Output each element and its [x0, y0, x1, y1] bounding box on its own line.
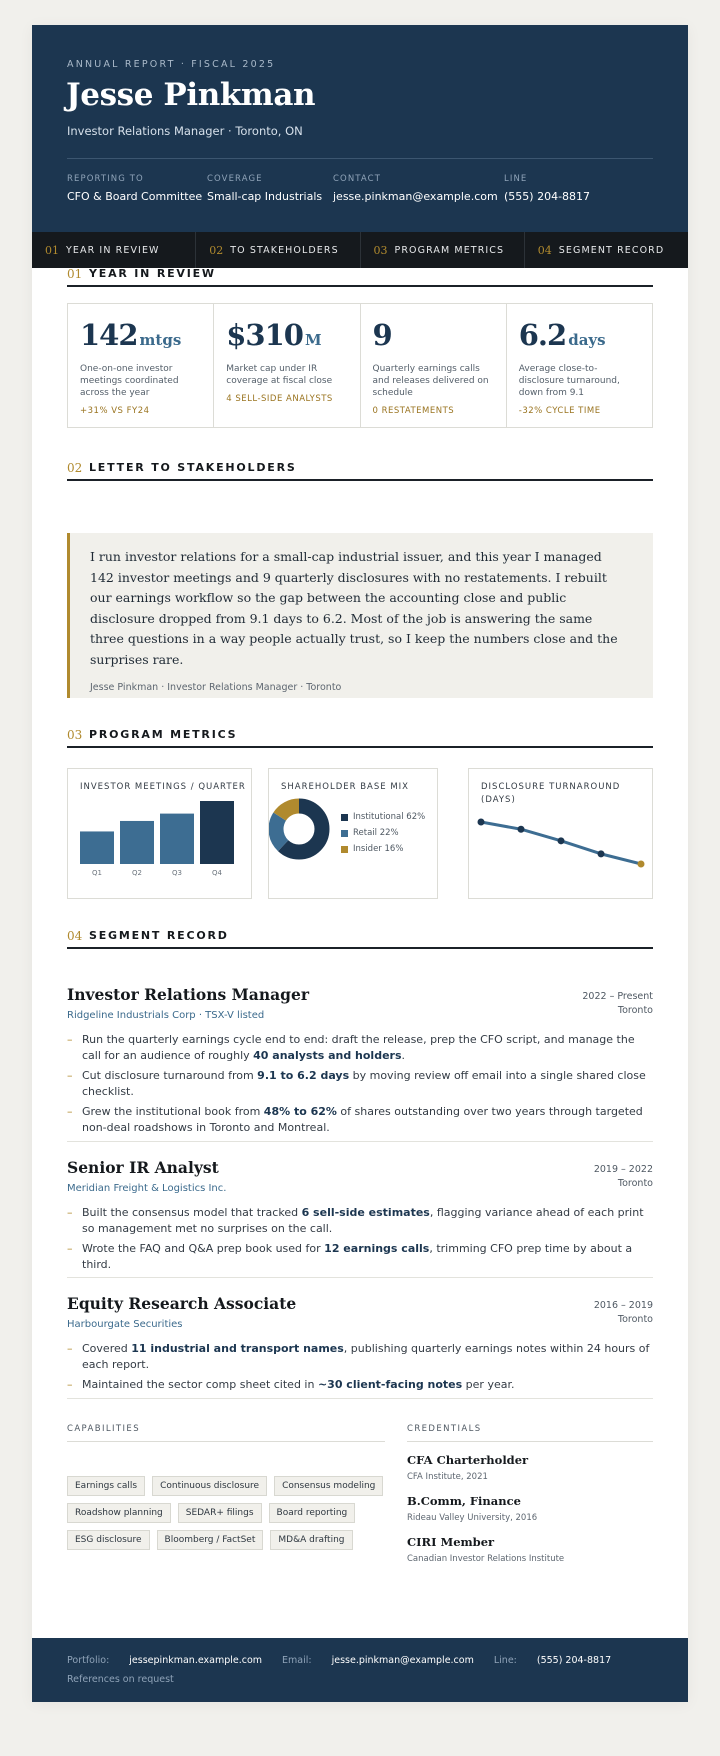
stat-description: Average close-to-disclosure turnaround, down from 9.1	[518, 364, 620, 398]
capability-chips	[67, 1476, 387, 1550]
job-bullet: – Maintained the sector comp sheet cited in ~30 client-facing notes per year.	[67, 1378, 515, 1391]
credential-detail: Canadian Investor Relations Institute	[407, 1554, 565, 1564]
chart-card-turnaround	[468, 768, 653, 899]
capability-chip: Continuous disclosure	[152, 1476, 267, 1496]
stat-card-turnaround	[507, 304, 652, 427]
job-bullet: – Cut disclosure turnaround from 9.1 to 6.2 days by moving review off email into a single shared close checklist.	[67, 1069, 646, 1098]
credential-ciri	[407, 1535, 564, 1564]
section-number: 01	[67, 267, 83, 281]
section-title: YEAR IN REVIEW	[89, 267, 216, 280]
report-page	[32, 25, 688, 1702]
info-line	[504, 174, 590, 203]
data-point-3	[598, 850, 605, 857]
job-divider	[67, 1398, 653, 1399]
stat-value: 6.2 days	[518, 318, 606, 352]
job-bullet: – Run the quarterly earnings cycle end to end: draft the release, prep the CFO script, and manage the call for an audience of roughly 40 analysts and holders.	[67, 1033, 635, 1062]
job-bullets	[67, 1205, 653, 1277]
stat-value: 9	[372, 318, 392, 352]
credential-detail: Rideau Valley University, 2016	[407, 1513, 538, 1523]
section-number: 04	[67, 929, 83, 943]
header-divider	[67, 158, 653, 159]
section-heading-year-in-review	[67, 267, 653, 287]
capability-chip: Roadshow planning	[67, 1503, 171, 1523]
job-dates: 2016 – 2019	[593, 1300, 653, 1311]
letter-signature: Jesse Pinkman · Investor Relations Manager · Toronto	[90, 682, 342, 693]
bullet-dash: –	[67, 1033, 73, 1046]
x-tick-label: Q1	[92, 869, 102, 877]
legend-swatch	[341, 830, 348, 837]
credential-name: CIRI Member	[407, 1535, 495, 1549]
stat-card-meetings	[68, 304, 214, 427]
job-bullets	[67, 1341, 653, 1397]
bullet-dash: –	[67, 1378, 73, 1391]
x-tick-label: Q3	[172, 869, 182, 877]
bullet-dash: –	[67, 1105, 73, 1118]
job-location: Toronto	[617, 1178, 653, 1189]
info-reporting	[67, 174, 202, 203]
credentials-rule	[407, 1441, 653, 1442]
chart-title: SHAREHOLDER BASE MIX	[281, 782, 409, 792]
credential-name: B.Comm, Finance	[407, 1494, 521, 1508]
legend-label: Insider 16%	[353, 844, 404, 854]
credential-name: CFA Charterholder	[407, 1453, 529, 1467]
bar-q4	[200, 801, 234, 864]
person-name: Jesse Pinkman	[66, 77, 316, 113]
data-point-0	[478, 819, 485, 826]
capability-chip: Board reporting	[269, 1503, 356, 1523]
nav-label: YEAR IN REVIEW	[66, 244, 160, 256]
job-location: Toronto	[617, 1314, 653, 1325]
header-banner	[32, 25, 688, 232]
portfolio-link[interactable]: jessepinkman.example.com	[129, 1655, 263, 1666]
bar-q2	[120, 821, 154, 864]
section-nav	[32, 232, 688, 268]
stat-card-earnings-calls	[361, 304, 507, 427]
section-title: SEGMENT RECORD	[89, 929, 229, 942]
stat-delta: +31% VS FY24	[80, 406, 150, 416]
x-tick-label: Q2	[132, 869, 142, 877]
capability-chip: MD&A drafting	[270, 1530, 352, 1550]
capability-chip: ESG disclosure	[67, 1530, 150, 1550]
job-bullet: – Built the consensus model that tracked 6 sell-side estimates, flagging variance ahead of each print so management met no surprises on the call.	[67, 1206, 644, 1235]
section-title: PROGRAM METRICS	[89, 728, 238, 741]
job-location: Toronto	[617, 1005, 653, 1016]
info-label: LINE	[504, 174, 528, 184]
person-subtitle: Investor Relations Manager · Toronto, ON	[67, 124, 303, 138]
footer	[32, 1638, 688, 1702]
stat-unit: mtgs	[139, 331, 182, 349]
legend-swatch	[341, 846, 348, 853]
nav-year-in-review[interactable]	[32, 232, 196, 268]
capabilities-rule	[67, 1441, 385, 1442]
nav-to-stakeholders[interactable]	[196, 232, 360, 268]
section-heading-segment-record	[67, 929, 653, 949]
capability-chip: Consensus modeling	[274, 1476, 383, 1496]
bar-q3	[160, 814, 194, 864]
nav-label: SEGMENT RECORD	[558, 244, 665, 256]
stat-delta: 0 RESTATEMENTS	[372, 406, 455, 416]
capabilities-heading: CAPABILITIES	[67, 1424, 140, 1434]
line-chart	[469, 769, 654, 900]
nav-number: 02	[209, 243, 224, 257]
stat-description: Market cap under IR coverage at fiscal close	[226, 364, 333, 386]
info-label: COVERAGE	[207, 174, 263, 184]
chart-card-shareholder-mix	[268, 768, 438, 899]
x-tick-label: Q4	[212, 869, 222, 877]
stat-description: One-on-one investor meetings coordinated across the year	[80, 364, 179, 398]
data-point-2	[558, 837, 565, 844]
nav-number: 04	[537, 243, 552, 257]
nav-label: TO STAKEHOLDERS	[230, 244, 339, 256]
legend-label: Institutional 62%	[353, 812, 426, 822]
section-number: 02	[67, 461, 83, 475]
legend-item-retail	[341, 828, 399, 838]
capability-chip: Earnings calls	[67, 1476, 145, 1496]
job-title: Senior IR Analyst	[67, 1158, 219, 1177]
legend-item-insider	[341, 844, 403, 854]
job-org: Ridgeline Industrials Corp · TSX-V listed	[67, 1010, 265, 1021]
report-eyebrow: ANNUAL REPORT · FISCAL 2025	[67, 59, 276, 70]
credential-detail: CFA Institute, 2021	[407, 1472, 488, 1482]
stat-description: Quarterly earnings calls and releases delivered on schedule	[372, 364, 489, 398]
nav-number: 01	[45, 243, 59, 257]
job-org: Meridian Freight & Logistics Inc.	[67, 1183, 227, 1194]
nav-number: 03	[373, 243, 388, 257]
section-title: LETTER TO STAKEHOLDERS	[89, 461, 297, 474]
nav-label: PROGRAM METRICS	[394, 244, 505, 256]
footer-label: Email:	[282, 1655, 312, 1666]
section-heading-program-metrics	[67, 728, 653, 748]
stat-card-market-cap	[214, 304, 360, 427]
credential-bcomm	[407, 1494, 537, 1523]
job-bullet: – Grew the institutional book from 48% to 62% of shares outstanding over two years through targeted non-deal roadshows in Toronto and Montreal.	[67, 1105, 643, 1134]
legend-item-institutional	[341, 812, 425, 822]
info-coverage	[207, 174, 322, 203]
footer-label: Line:	[493, 1655, 517, 1666]
contact-phone[interactable]: (555) 204-8817	[504, 190, 591, 203]
info-value: CFO & Board Committee	[67, 190, 203, 203]
footer-label: Portfolio:	[67, 1655, 110, 1666]
contact-email[interactable]: jesse.pinkman@example.com	[333, 190, 498, 203]
job-dates: 2022 – Present	[582, 991, 653, 1002]
footer-phone[interactable]: (555) 204-8817	[536, 1655, 612, 1666]
credentials-heading: CREDENTIALS	[407, 1424, 482, 1434]
info-contact	[333, 174, 498, 203]
chart-title: DISCLOSURE TURNAROUND (DAYS)	[481, 782, 621, 805]
job-dates: 2019 – 2022	[593, 1164, 653, 1175]
letter-text: I run investor relations for a small-cap industrial issuer, and this year I managed 142 investor meetings and 9 quarterly disclosures with no restatements. I rebuilt our earnings workflow so the gap between the accounting close and public disclosure dropped from 9.1 days to 6.2. Most of the job is answering the same three questions in a way people actually trust, so I keep the numbers close and the surprises rare.	[90, 549, 618, 667]
job-bullets	[67, 1032, 653, 1140]
nav-segment-record[interactable]	[525, 232, 688, 268]
stat-delta: -32% CYCLE TIME	[518, 406, 601, 416]
stakeholder-letter	[67, 533, 653, 698]
bullet-dash: –	[67, 1069, 73, 1082]
data-point-4	[638, 861, 645, 868]
info-label: REPORTING TO	[67, 174, 144, 184]
legend-label: Retail 22%	[353, 828, 399, 838]
nav-program-metrics[interactable]	[361, 232, 525, 268]
stat-value: $310 M	[226, 318, 322, 352]
section-number: 03	[67, 728, 83, 742]
chart-card-meetings	[67, 768, 252, 899]
capability-chip: SEDAR+ filings	[178, 1503, 262, 1523]
stat-unit: M	[304, 331, 322, 349]
info-label: CONTACT	[333, 174, 382, 184]
capability-chip: Bloomberg / FactSet	[157, 1530, 264, 1550]
stat-value: 142 mtgs	[80, 318, 182, 352]
data-point-1	[518, 826, 525, 833]
job-divider	[67, 1141, 653, 1142]
job-bullet: – Wrote the FAQ and Q&A prep book used for 12 earnings calls, trimming CFO prep time by about a third.	[67, 1242, 633, 1271]
job-divider	[67, 1277, 653, 1278]
footer-email-link[interactable]: jesse.pinkman@example.com	[331, 1655, 474, 1666]
bar-chart	[68, 769, 253, 900]
credential-cfa	[407, 1453, 528, 1482]
footer-contacts	[67, 1655, 631, 1666]
bullet-dash: –	[67, 1342, 73, 1355]
job-title: Equity Research Associate	[67, 1294, 297, 1313]
footer-note: References on request	[67, 1674, 174, 1685]
job-org: Harbourgate Securities	[67, 1319, 183, 1330]
stat-unit: days	[568, 331, 606, 349]
bullet-dash: –	[67, 1206, 73, 1219]
info-value: Small-cap Industrials	[207, 190, 323, 203]
stats-grid	[67, 303, 653, 428]
bullet-dash: –	[67, 1242, 73, 1255]
job-title: Investor Relations Manager	[67, 985, 310, 1004]
bar-q1	[80, 831, 114, 864]
stat-delta: 4 SELL-SIDE ANALYSTS	[226, 394, 333, 404]
section-heading-letter	[67, 461, 653, 481]
legend-swatch	[341, 814, 348, 821]
job-bullet: – Covered 11 industrial and transport names, publishing quarterly earnings notes within 24 hours of each report.	[67, 1342, 650, 1371]
chart-title: INVESTOR MEETINGS / QUARTER	[80, 782, 246, 792]
